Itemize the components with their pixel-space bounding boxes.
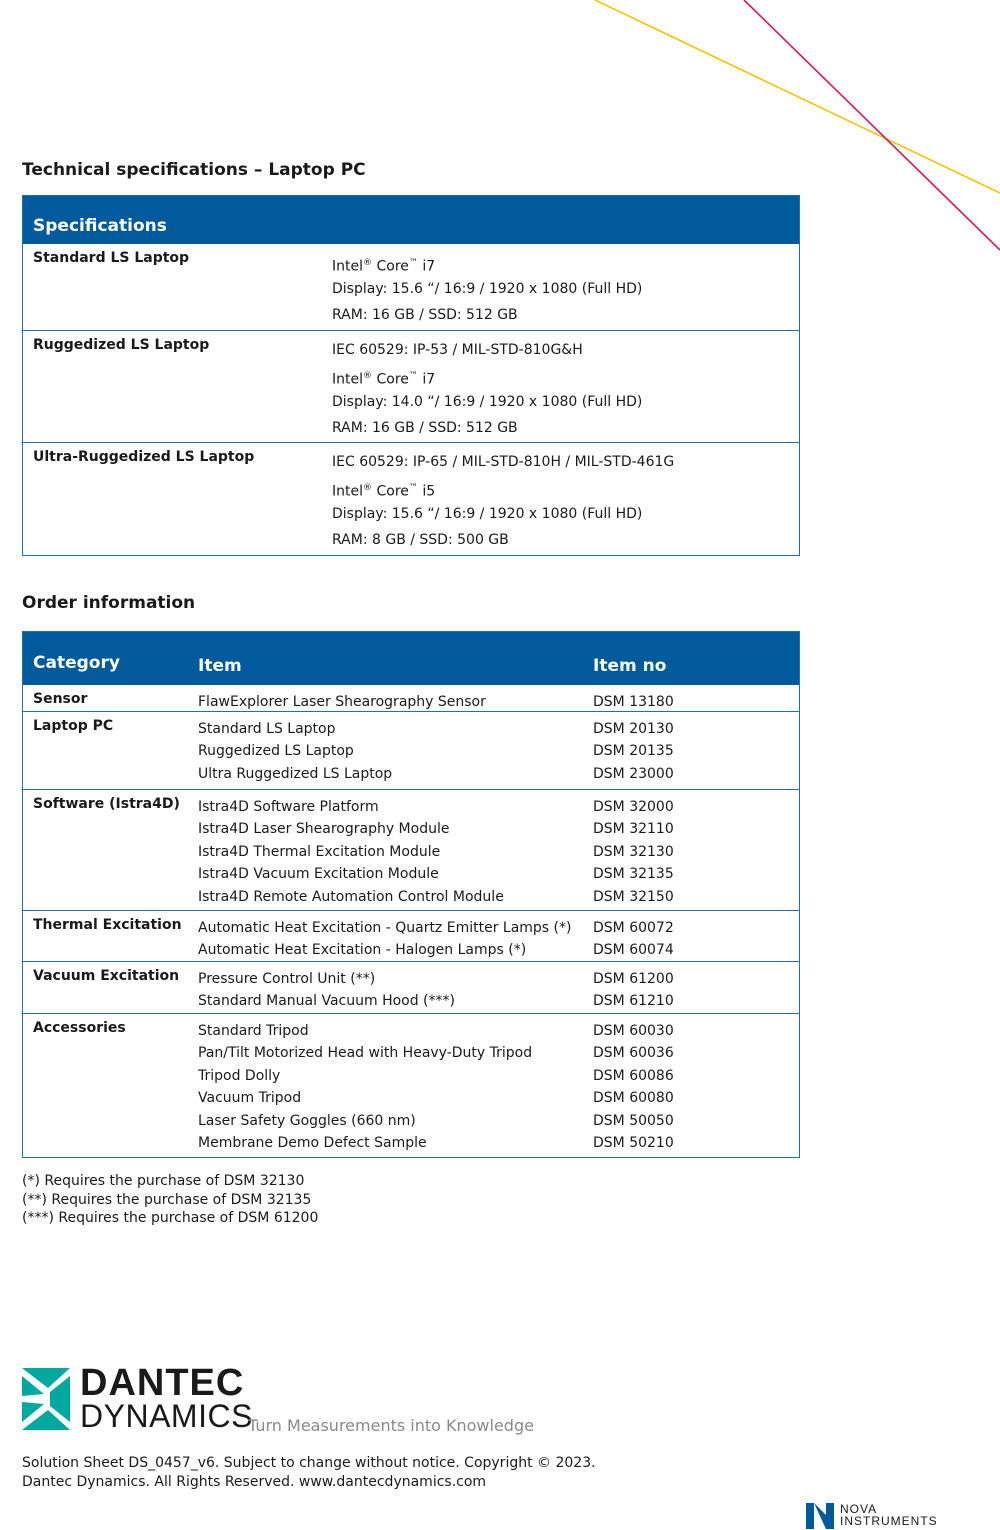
order-item-no: DSM 61200 [593, 971, 674, 987]
footnotes [22, 1172, 318, 1228]
spec-row-label: Ruggedized LS Laptop [33, 337, 210, 353]
order-item-name: Automatic Heat Excitation - Halogen Lamps (*) [198, 942, 527, 959]
spec-line: Intel® Core™ i5 [332, 483, 436, 500]
order-item-name: Automatic Heat Excitation - Quartz Emitter Lamps (*) [198, 920, 572, 936]
order-item-no: DSM 60080 [593, 1090, 674, 1107]
order-group-row [23, 789, 799, 910]
order-item-name: Istra4D Laser Shearography Module [198, 821, 450, 838]
spec-line: Intel® Core™ i7 [332, 258, 436, 275]
brand-tagline: Turn Measurements into Knowledge [248, 1416, 534, 1435]
order-item-no: DSM 32135 [593, 866, 674, 883]
order-item-name: Tripod Dolly [198, 1067, 281, 1084]
order-item-name: Istra4D Vacuum Excitation Module [198, 866, 439, 883]
brand-name: DANTEC [80, 1362, 245, 1404]
order-group-row [23, 711, 799, 789]
brand-name-line2: DYNAMICS [80, 1398, 253, 1434]
header-item: Item [198, 656, 242, 676]
order-table-header [23, 632, 799, 685]
order-item-no: DSM 60036 [593, 1045, 674, 1062]
order-item-no: DSM 50210 [593, 1134, 674, 1151]
partner-name [840, 1503, 938, 1527]
order-category: Laptop PC [33, 718, 114, 734]
order-category: Thermal Excitation [33, 917, 182, 933]
order-item-name: Standard LS Laptop [198, 721, 336, 737]
order-item-name: Istra4D Remote Automation Control Module [198, 888, 504, 905]
spec-line: RAM: 16 GB / SSD: 512 GB [332, 307, 518, 323]
order-item-no: DSM 23000 [593, 765, 674, 782]
partner-line1: NOVA [840, 1502, 878, 1516]
spec-line: RAM: 16 GB / SSD: 512 GB [332, 420, 518, 436]
order-item-name: Pressure Control Unit (**) [198, 971, 376, 987]
order-item-name: Istra4D Software Platform [198, 799, 379, 815]
spec-row [23, 442, 799, 557]
order-item-no: DSM 60074 [593, 942, 674, 959]
footer-line: Solution Sheet DS_0457_v6. Subject to change without notice. Copyright © 2023. [22, 1455, 596, 1471]
spec-row [23, 330, 799, 442]
specs-table [22, 195, 800, 556]
spec-row-label: Standard LS Laptop [33, 250, 190, 266]
order-item-name: Membrane Demo Defect Sample [198, 1134, 427, 1151]
spec-line: Display: 15.6 “/ 16:9 / 1920 x 1080 (Full HD) [332, 506, 643, 522]
specs-heading: Technical specifications – Laptop PC [22, 160, 366, 180]
header-category: Category [33, 653, 120, 673]
nova-logo-icon [806, 1503, 834, 1529]
order-item-name: Pan/Tilt Motorized Head with Heavy-Duty Tripod [198, 1045, 533, 1062]
spec-line: IEC 60529: IP-53 / MIL-STD-810G&H [332, 342, 583, 358]
order-category: Accessories [33, 1020, 126, 1036]
order-item-no: DSM 50050 [593, 1112, 674, 1129]
order-category: Software (Istra4D) [33, 796, 180, 812]
header-item-no: Item no [593, 656, 667, 676]
order-category: Sensor [33, 691, 88, 707]
partner-line2: INSTRUMENTS [840, 1514, 938, 1528]
order-item-no: DSM 13180 [593, 694, 674, 710]
order-item-name: Ruggedized LS Laptop [198, 743, 354, 760]
spec-row-label: Ultra-Ruggedized LS Laptop [33, 449, 255, 465]
order-item-no: DSM 60030 [593, 1023, 674, 1039]
order-item-no: DSM 60072 [593, 920, 674, 936]
order-heading: Order information [22, 593, 196, 613]
footnote: (**) Requires the purchase of DSM 32135 [22, 1191, 312, 1208]
order-group-row [23, 961, 799, 1013]
order-item-no: DSM 20130 [593, 721, 674, 737]
order-item-name: Ultra Ruggedized LS Laptop [198, 765, 393, 782]
spec-row [23, 244, 799, 330]
order-item-no: DSM 60086 [593, 1067, 674, 1084]
specs-table-header [23, 196, 799, 244]
order-item-name: Laser Safety Goggles (660 nm) [198, 1112, 416, 1129]
order-table [22, 631, 800, 1158]
order-item-no: DSM 20135 [593, 743, 674, 760]
order-group-row [23, 685, 799, 711]
footnote: (*) Requires the purchase of DSM 32130 [22, 1173, 305, 1189]
footnote: (***) Requires the purchase of DSM 61200 [22, 1210, 319, 1226]
spec-line: RAM: 8 GB / SSD: 500 GB [332, 532, 509, 548]
spec-line: Intel® Core™ i7 [332, 371, 436, 388]
order-item-name: Standard Tripod [198, 1023, 309, 1039]
order-group-row [23, 910, 799, 961]
spec-line: Display: 15.6 “/ 16:9 / 1920 x 1080 (Full HD) [332, 281, 643, 297]
dantec-logo-icon [20, 1366, 72, 1432]
specs-header-label: Specifications [33, 216, 167, 236]
spec-line: IEC 60529: IP-65 / MIL-STD-810H / MIL-STD-461G [332, 454, 675, 470]
order-category: Vacuum Excitation [33, 968, 180, 984]
order-item-no: DSM 32130 [593, 843, 674, 860]
order-item-name: FlawExplorer Laser Shearography Sensor [198, 694, 486, 710]
order-item-name: Istra4D Thermal Excitation Module [198, 843, 441, 860]
order-item-no: DSM 61210 [593, 993, 674, 1010]
order-item-no: DSM 32000 [593, 799, 674, 815]
order-item-name: Standard Manual Vacuum Hood (***) [198, 993, 455, 1010]
spec-line: Display: 14.0 “/ 16:9 / 1920 x 1080 (Full HD) [332, 394, 643, 410]
footer-line: Dantec Dynamics. All Rights Reserved. www.dantecdynamics.com [22, 1473, 487, 1490]
order-item-no: DSM 32110 [593, 821, 674, 838]
order-item-name: Vacuum Tripod [198, 1090, 302, 1107]
footer-text [22, 1454, 596, 1491]
order-item-no: DSM 32150 [593, 888, 674, 905]
order-group-row [23, 1013, 799, 1163]
